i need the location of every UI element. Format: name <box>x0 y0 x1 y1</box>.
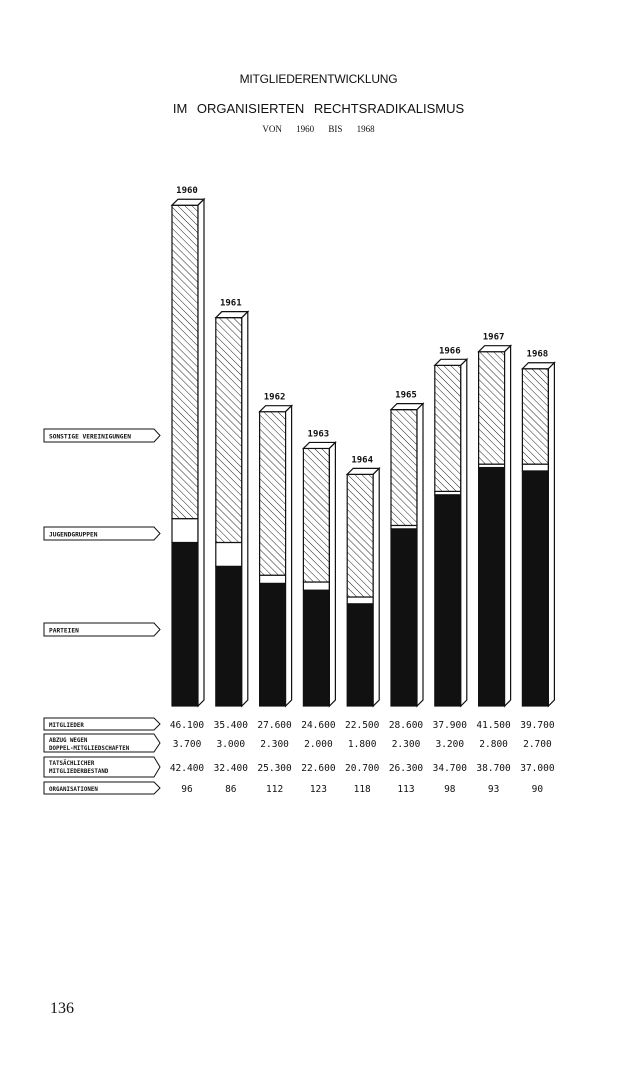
chart-title: MITGLIEDERENTWICKLUNG <box>239 72 398 86</box>
bar-side-face <box>242 312 248 706</box>
bar-side-face <box>461 359 467 706</box>
table-cell: 86 <box>225 784 237 795</box>
table-row-label: ABZUG WEGEN <box>49 738 88 744</box>
bar-segment <box>347 474 373 597</box>
table-cell: 2.300 <box>391 739 421 750</box>
table-cell: 96 <box>181 784 193 795</box>
table-cell: 37.900 <box>432 720 467 731</box>
table-cell: 20.700 <box>345 763 380 774</box>
year-label: 1961 <box>219 298 242 309</box>
bar-side-face <box>373 468 379 706</box>
bar-segment <box>303 448 329 582</box>
bar-segment <box>391 410 417 526</box>
table-cell: 98 <box>444 784 456 795</box>
table-cell: 25.300 <box>257 763 292 774</box>
table-cell: 41.500 <box>476 720 511 731</box>
bar-side-face <box>548 363 554 706</box>
table-cell: 2.700 <box>523 739 552 750</box>
bar-segment <box>479 468 505 706</box>
bar-segment <box>479 352 505 464</box>
table-cell: 123 <box>309 784 327 795</box>
bar-side-face <box>417 404 423 706</box>
table-row-label: TATSÄCHLICHER <box>49 761 95 767</box>
year-label: 1962 <box>263 392 286 403</box>
table-cell: 2.300 <box>260 739 289 750</box>
table-cell: 1.800 <box>347 739 377 750</box>
bar-segment <box>216 542 242 566</box>
bar-segment <box>435 495 461 706</box>
year-label: 1965 <box>395 390 417 401</box>
table-cell: 46.100 <box>169 720 205 731</box>
bar-segment <box>303 582 329 590</box>
bar-segment <box>522 464 548 471</box>
data-table <box>44 718 555 795</box>
table-cell: 34.700 <box>432 763 467 774</box>
table-cell: 112 <box>266 784 284 795</box>
year-label: 1966 <box>438 346 461 357</box>
bar-segment <box>303 590 329 706</box>
table-row-label: ORGANISATIONEN <box>49 787 98 793</box>
table-cell: 42.400 <box>169 763 205 774</box>
table-cell: 27.600 <box>257 720 292 731</box>
bar-segment <box>522 471 548 706</box>
bar-segment <box>435 365 461 491</box>
bar-segment <box>260 583 286 706</box>
table-cell: 22.600 <box>301 763 336 774</box>
bar-segment <box>347 597 373 604</box>
table-cell: 2.800 <box>479 739 508 750</box>
table-cell: 37.000 <box>520 763 555 774</box>
bar-segment <box>216 318 242 543</box>
table-cell: 39.700 <box>520 720 555 731</box>
table-cell: 113 <box>397 784 415 795</box>
legend-label: JUGENDGRUPPEN <box>49 531 98 539</box>
bar-segment <box>522 369 548 464</box>
table-cell: 3.700 <box>172 739 202 750</box>
bar-segment <box>347 604 373 706</box>
chart-subtitle: IM ORGANISIERTEN RECHTSRADIKALISMUS <box>172 101 465 116</box>
year-label: 1964 <box>351 455 374 466</box>
bar-side-face <box>198 199 204 706</box>
bar-segment <box>172 205 198 518</box>
bar-segment <box>172 542 198 706</box>
bar-segment <box>216 566 242 706</box>
table-cell: 38.700 <box>476 763 511 774</box>
bar-segment <box>172 519 198 543</box>
year-label: 1963 <box>307 429 330 440</box>
table-cell: 26.300 <box>388 763 424 774</box>
legend-label: PARTEIEN <box>49 627 79 635</box>
table-row-label: DOPPEL-MITGLIEDSCHAFTEN <box>49 746 130 752</box>
table-cell: 3.200 <box>435 739 465 750</box>
bar-segment <box>260 412 286 576</box>
table-cell: 2.000 <box>304 739 333 750</box>
legend <box>44 429 160 636</box>
table-cell: 118 <box>353 784 371 795</box>
bar-segment <box>391 529 417 706</box>
table-cell: 35.400 <box>213 720 248 731</box>
bar-side-face <box>286 406 292 706</box>
legend-label: SONSTIGE VEREINIGUNGEN <box>49 433 131 441</box>
year-label: 1967 <box>482 332 505 343</box>
chart-period: VON 1960 BIS 1968 <box>262 124 375 134</box>
bar-segment <box>260 575 286 583</box>
bar-side-face <box>505 346 511 706</box>
table-cell: 22.500 <box>345 720 380 731</box>
table-cell: 90 <box>531 784 544 795</box>
table-cell: 28.600 <box>388 720 424 731</box>
bar-side-face <box>329 442 335 706</box>
year-label: 1968 <box>526 349 549 360</box>
page-number: 136 <box>50 1000 74 1017</box>
bars <box>172 186 554 706</box>
table-cell: 3.000 <box>216 739 246 750</box>
table-row-label: MITGLIEDER <box>49 723 84 729</box>
table-cell: 32.400 <box>213 763 248 774</box>
table-cell: 24.600 <box>301 720 336 731</box>
table-cell: 93 <box>487 784 500 795</box>
table-row-label: MITGLIEDERBESTAND <box>49 769 109 775</box>
year-label: 1960 <box>176 186 198 197</box>
